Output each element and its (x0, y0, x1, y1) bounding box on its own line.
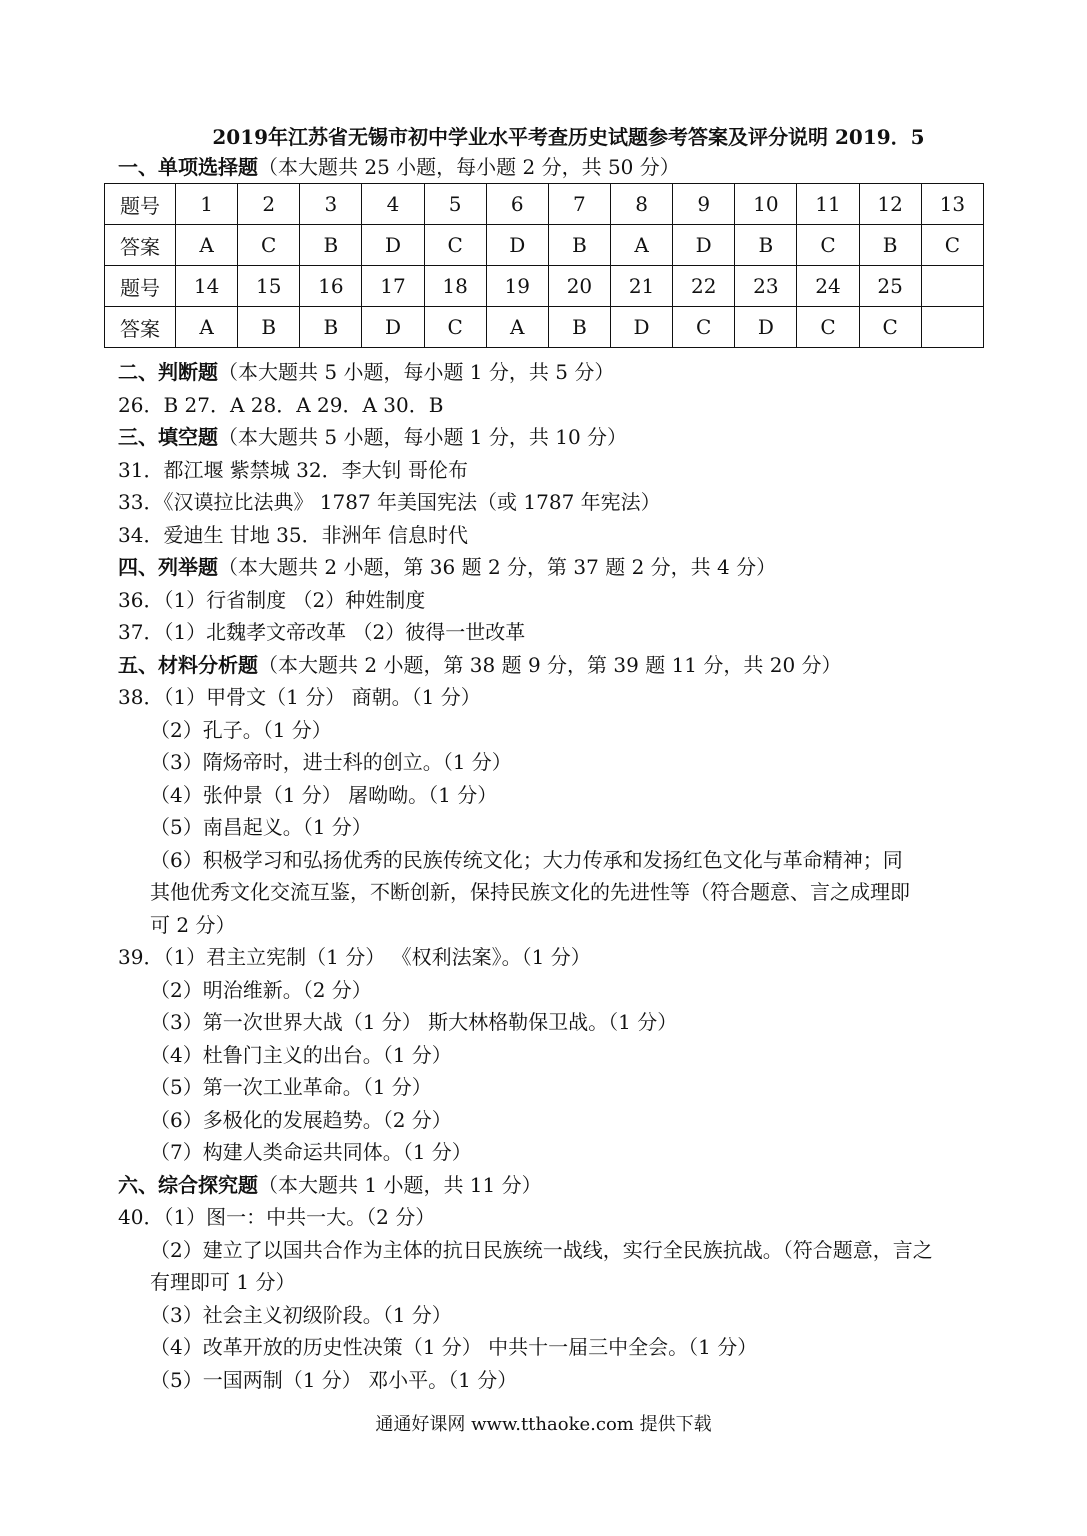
table-cell: C (921, 225, 983, 266)
footer-text: 通通好课网 www.tthaoke.com 提供下载 (375, 1414, 712, 1435)
table-cell: B (300, 307, 362, 348)
table-cell: 14 (176, 266, 238, 307)
section-4-header (118, 554, 776, 580)
table-cell: B (735, 225, 797, 266)
section-6-heading: 六、综合探究题 (118, 1173, 258, 1197)
row-label: 答案 (105, 225, 176, 266)
table-cell: C (238, 225, 300, 266)
answer-line: 39．（1）君主立宪制（1 分） 《权利法案》。（1 分） (118, 945, 591, 969)
table-cell: 15 (238, 266, 300, 307)
table-cell: 16 (300, 266, 362, 307)
answer-line: 其他优秀文化交流互鉴，不断创新，保持民族文化的先进性等（符合题意、言之成理即 (150, 880, 910, 904)
table-cell: D (673, 225, 735, 266)
table-cell: D (735, 307, 797, 348)
table-cell: C (424, 307, 486, 348)
table-cell: 10 (735, 184, 797, 225)
table-cell (921, 307, 983, 348)
table-cell: 9 (673, 184, 735, 225)
answer-line: 可 2 分） (150, 913, 236, 937)
table-cell: 12 (859, 184, 921, 225)
section-2-heading: 二、判断题 (118, 360, 218, 384)
section-2-answers: 26．B 27．A 28．A 29．A 30．B (118, 393, 444, 417)
answer-line: （2）孔子。（1 分） (150, 718, 332, 742)
answer-line: 有理即可 1 分） (150, 1270, 296, 1294)
table-cell: 18 (424, 266, 486, 307)
answer-line: 31．都江堰 紫禁城 32．李大钊 哥伦布 (118, 458, 468, 482)
answer-line: 36．（1）行省制度 （2）种姓制度 (118, 588, 426, 612)
table-row (105, 225, 984, 266)
table-cell: 2 (238, 184, 300, 225)
section-4-note: （本大题共 2 小题，第 36 题 2 分，第 37 题 2 分，共 4 分） (218, 555, 777, 579)
section-3-header (118, 424, 627, 450)
table-cell: 24 (797, 266, 859, 307)
answer-line: （5）南昌起义。（1 分） (150, 815, 372, 839)
table-cell: B (238, 307, 300, 348)
section-1-note: （本大题共 25 小题，每小题 2 分，共 50 分） (258, 155, 680, 179)
section-2-header (118, 359, 614, 385)
table-cell: B (859, 225, 921, 266)
table-cell: B (548, 225, 610, 266)
answer-line: （3）第一次世界大战（1 分） 斯大林格勒保卫战。（1 分） (150, 1010, 678, 1034)
table-cell: C (797, 225, 859, 266)
answer-line: （3）社会主义初级阶段。（1 分） (150, 1303, 452, 1327)
section-1-header (118, 154, 680, 180)
table-cell: 5 (424, 184, 486, 225)
answer-line: （6）多极化的发展趋势。（2 分） (150, 1108, 452, 1132)
table-cell: D (362, 307, 424, 348)
table-cell: 8 (610, 184, 672, 225)
section-3-heading: 三、填空题 (118, 425, 218, 449)
table-cell: 11 (797, 184, 859, 225)
table-cell: B (548, 307, 610, 348)
section-3-note: （本大题共 5 小题，每小题 1 分，共 10 分） (218, 425, 628, 449)
row-label: 答案 (105, 307, 176, 348)
table-cell: 19 (486, 266, 548, 307)
table-cell: 22 (673, 266, 735, 307)
table-cell: 20 (548, 266, 610, 307)
table-cell (921, 266, 983, 307)
table-cell: 25 (859, 266, 921, 307)
answer-line: （5）一国两制（1 分） 邓小平。（1 分） (150, 1368, 518, 1392)
section-5-header (118, 652, 842, 678)
answer-line: （3）隋炀帝时，进士科的创立。（1 分） (150, 750, 512, 774)
answer-line: （7）构建人类命运共同体。（1 分） (150, 1140, 472, 1164)
table-cell: A (610, 225, 672, 266)
table-cell: A (176, 307, 238, 348)
table-cell: A (176, 225, 238, 266)
answer-line: （4）杜鲁门主义的出台。（1 分） (150, 1043, 452, 1067)
answer-line: （4）张仲景（1 分） 屠呦呦。（1 分） (150, 783, 498, 807)
table-cell: A (486, 307, 548, 348)
row-label: 题号 (105, 266, 176, 307)
table-cell: 1 (176, 184, 238, 225)
table-cell: D (486, 225, 548, 266)
answer-line: （6）积极学习和弘扬优秀的民族传统文化；大力传承和发扬红色文化与革命精神；同 (150, 848, 903, 872)
section-6-header (118, 1172, 542, 1198)
table-cell: D (362, 225, 424, 266)
section-5-note: （本大题共 2 小题，第 38 题 9 分，第 39 题 11 分，共 20 分） (258, 653, 842, 677)
document-title: 2019年江苏省无锡市初中学业水平考查历史试题参考答案及评分说明 2019．5 (212, 125, 925, 149)
section-1-heading: 一、单项选择题 (118, 155, 258, 179)
table-row (105, 307, 984, 348)
answer-table (104, 183, 984, 348)
section-4-heading: 四、列举题 (118, 555, 218, 579)
table-cell: 4 (362, 184, 424, 225)
answer-line: 34．爱迪生 甘地 35．非洲年 信息时代 (118, 523, 468, 547)
table-cell: 17 (362, 266, 424, 307)
table-cell: 13 (921, 184, 983, 225)
table-cell: 3 (300, 184, 362, 225)
row-label: 题号 (105, 184, 176, 225)
table-cell: B (300, 225, 362, 266)
table-cell: C (424, 225, 486, 266)
section-5-heading: 五、材料分析题 (118, 653, 258, 677)
answer-line: 37．（1）北魏孝文帝改革 （2）彼得一世改革 (118, 620, 526, 644)
table-cell: 21 (610, 266, 672, 307)
table-cell: C (859, 307, 921, 348)
answer-line: （5）第一次工业革命。（1 分） (150, 1075, 432, 1099)
table-cell: 7 (548, 184, 610, 225)
table-row (105, 184, 984, 225)
answer-line: 33．《汉谟拉比法典》 1787 年美国宪法（或 1787 年宪法） (118, 490, 661, 514)
answer-line: 40．（1）图一：中共一大。（2 分） (118, 1205, 436, 1229)
section-2-note: （本大题共 5 小题，每小题 1 分，共 5 分） (218, 360, 615, 384)
table-cell: 6 (486, 184, 548, 225)
table-cell: C (673, 307, 735, 348)
answer-line: （2）明治维新。（2 分） (150, 978, 372, 1002)
table-cell: C (797, 307, 859, 348)
answer-line: （2）建立了以国共合作为主体的抗日民族统一战线，实行全民族抗战。（符合题意，言之 (150, 1238, 933, 1262)
answer-line: （4）改革开放的历史性决策（1 分） 中共十一届三中全会。（1 分） (150, 1335, 758, 1359)
section-6-note: （本大题共 1 小题，共 11 分） (258, 1173, 542, 1197)
table-cell: 23 (735, 266, 797, 307)
answer-line: 38．（1）甲骨文（1 分） 商朝。（1 分） (118, 685, 481, 709)
table-row (105, 266, 984, 307)
table-cell: D (610, 307, 672, 348)
